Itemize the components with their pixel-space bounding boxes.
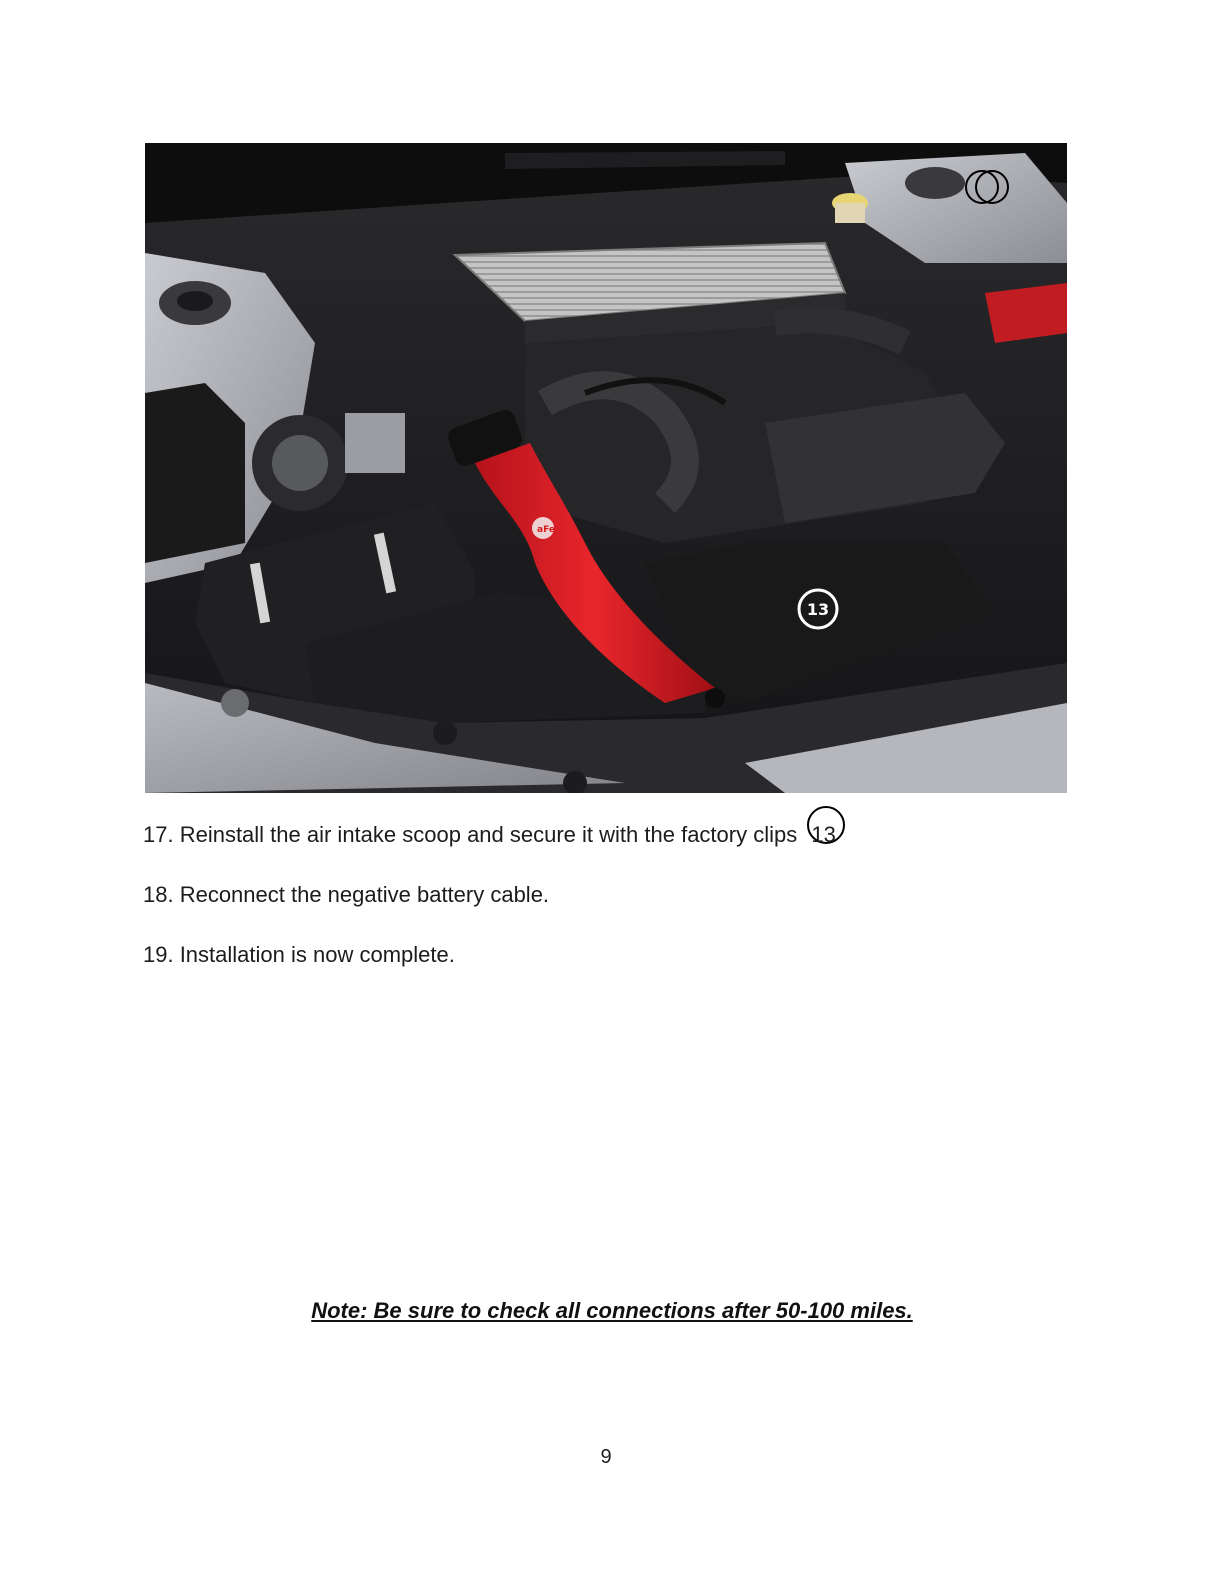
engine-bay-photo (145, 143, 1067, 793)
step-17-callout-label: 13 (811, 822, 836, 847)
step-19 (143, 942, 455, 968)
step-18 (143, 882, 549, 908)
double-circle-mark-icon (962, 166, 1014, 208)
step-17-text: 17. Reinstall the air intake scoop and secure it with the factory clips (143, 822, 798, 847)
step-18-text: 18. Reconnect the negative battery cable. (143, 882, 550, 907)
afe-logo: aFe (537, 525, 555, 535)
step-17 (143, 822, 837, 848)
page-number: 9 (600, 1446, 612, 1468)
step-19-text: 19. Installation is now complete. (143, 942, 455, 967)
engine-bay-photo-icon (145, 143, 1067, 793)
step-17-callout (807, 822, 837, 848)
callout-13-label: 13 (806, 600, 830, 619)
maintenance-note: Note: Be sure to check all connections after 50-100 miles. (311, 1298, 913, 1323)
